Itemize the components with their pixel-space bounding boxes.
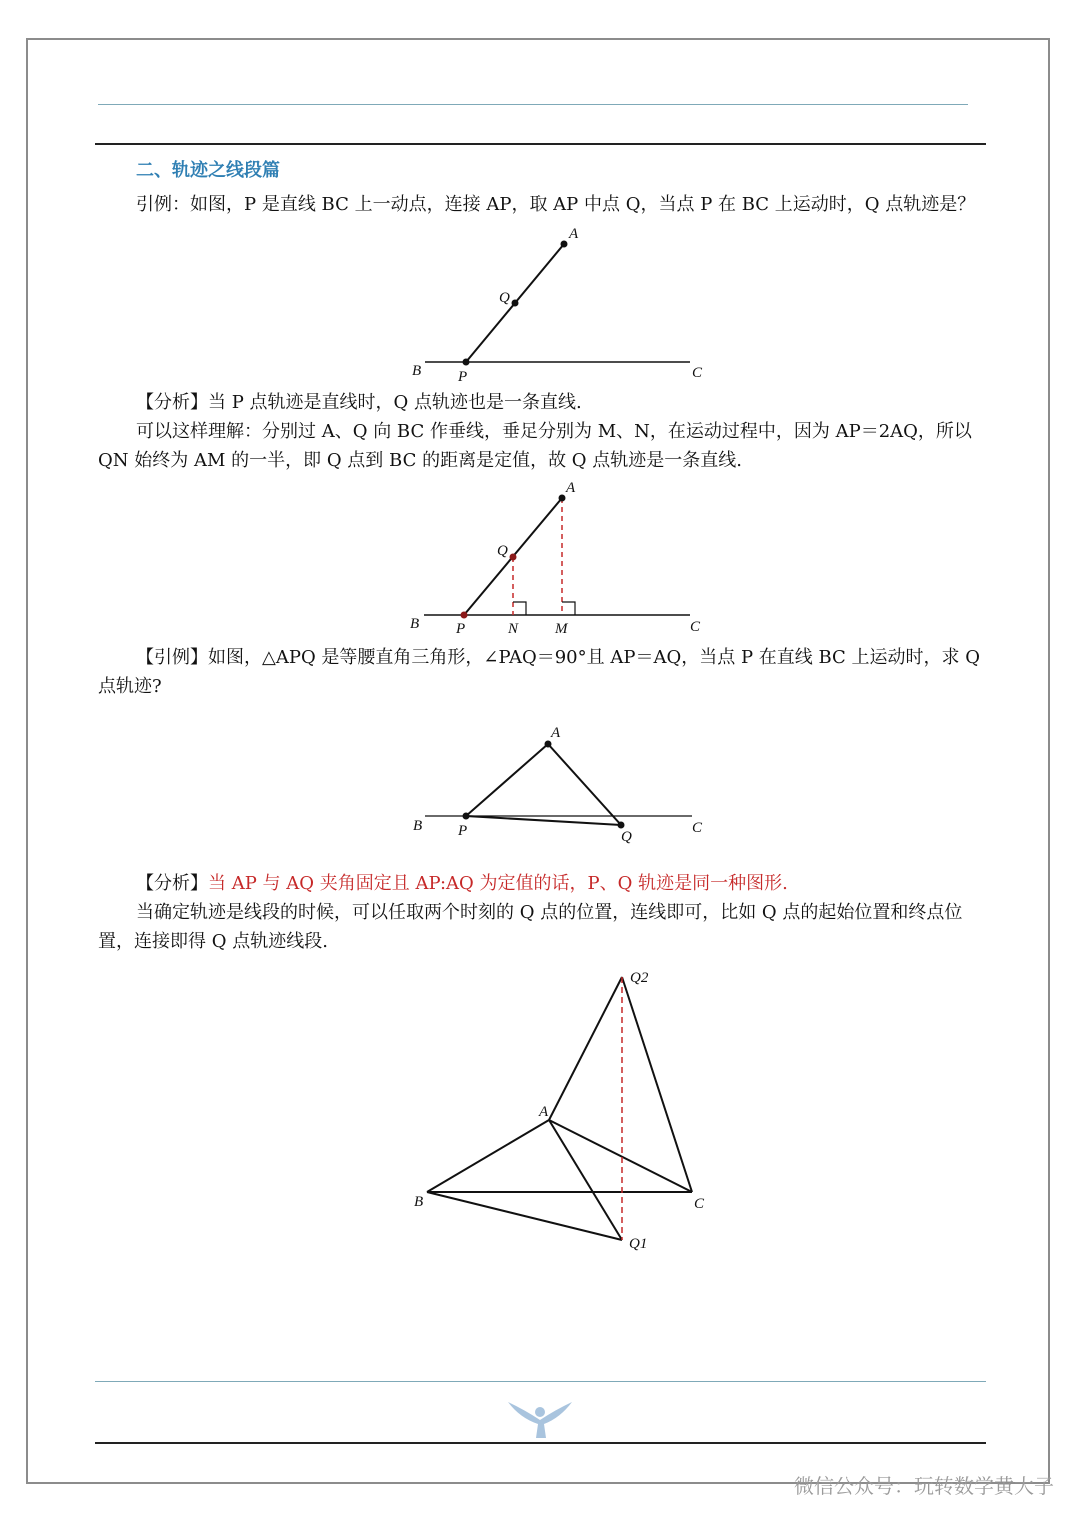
footer-logo-icon	[508, 1402, 572, 1438]
fig2-label-p: P	[456, 621, 466, 637]
footer-rule-thick	[95, 1442, 986, 1444]
analysis1-tag: 【分析】	[136, 392, 208, 413]
watermark: 微信公众号：玩转数学黄大子	[794, 1474, 1054, 1498]
analysis2-highlight: 当 AP 与 AQ 夹角固定且 AP:AQ 为定值的话，P、Q 轨迹是同一种图形.	[208, 873, 788, 894]
fig2-label-q: Q	[497, 543, 508, 559]
section-title: 二、轨迹之线段篇	[136, 160, 280, 181]
footer-rule-thin	[95, 1381, 986, 1382]
fig1-label-c: C	[692, 365, 703, 381]
fig1-label-q: Q	[499, 290, 510, 306]
fig4-label-b: B	[414, 1194, 424, 1210]
fig1-label-b: B	[412, 363, 422, 379]
analysis1-text: 当 P 点轨迹是直线时，Q 点轨迹也是一条直线.	[208, 392, 582, 413]
figure-2	[410, 480, 701, 637]
fig3-label-a: A	[551, 725, 561, 741]
fig4-label-a: A	[539, 1104, 549, 1120]
figure-4	[427, 977, 692, 1240]
analysis1-explain: 可以这样理解：分别过 A、Q 向 BC 作垂线，垂足分别为 M、N，在运动过程中，因为 AP＝2AQ，所以 QN 始终为 AM 的一半，即 Q 点到 BC 的距离是定值，故 Q 点轨迹是一条直线.	[98, 421, 972, 471]
fig2-label-c: C	[690, 619, 701, 635]
fig3-label-q: Q	[621, 829, 632, 845]
fig2-label-n: N	[508, 621, 519, 637]
fig2-label-a: A	[566, 480, 576, 496]
fig4-label-q2: Q2	[630, 970, 649, 986]
example2-text: 如图，△APQ 是等腰直角三角形，∠PAQ＝90°且 AP＝AQ，当点 P 在直线 BC 上运动时，求 Q 点轨迹?	[98, 647, 981, 697]
fig3-label-c: C	[692, 820, 703, 836]
example1-text: 如图，P 是直线 BC 上一动点，连接 AP，取 AP 中点 Q，当点 P 在 BC 上运动时，Q 点轨迹是？	[190, 194, 976, 215]
fig4-label-c: C	[694, 1196, 705, 1212]
fig2-label-b: B	[410, 616, 420, 632]
example1-label: 引例：	[136, 194, 190, 215]
figure-1	[412, 226, 703, 385]
analysis2-tag: 【分析】	[136, 873, 208, 894]
fig3-label-b: B	[413, 818, 423, 834]
fig1-label-p: P	[458, 369, 468, 385]
example2-tag: 【引例】	[136, 647, 208, 668]
figure-3	[413, 725, 703, 845]
fig4-label-q1: Q1	[629, 1236, 648, 1252]
analysis2-explain: 当确定轨迹是线段的时候，可以任取两个时刻的 Q 点的位置，连线即可，比如 Q 点的起始位置和终点位置，连接即得 Q 点轨迹线段.	[98, 902, 963, 952]
fig1-label-a: A	[569, 226, 579, 242]
fig3-label-p: P	[458, 823, 468, 839]
fig2-label-m: M	[555, 621, 568, 637]
